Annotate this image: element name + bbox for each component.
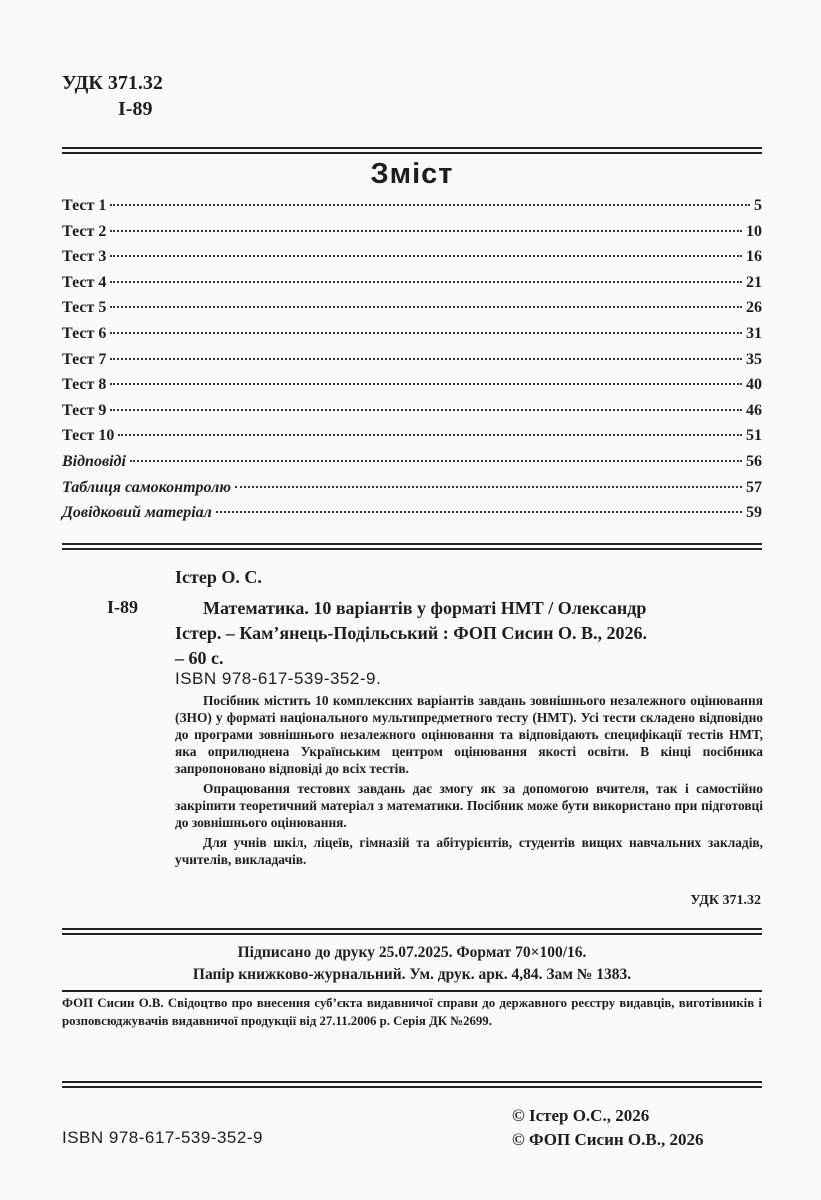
toc-entry-page: 26 [746, 299, 762, 317]
toc-entry-page: 56 [746, 452, 762, 470]
toc-entry [62, 427, 762, 453]
toc-entry-page: 5 [754, 197, 762, 214]
toc-entry-label: Таблиця самоконтролю [62, 478, 231, 496]
toc-leader-dots [130, 460, 742, 462]
toc-leader-dots [110, 204, 750, 206]
toc-entry-page: 10 [746, 222, 762, 240]
imprint-line: Підписано до друку 25.07.2025. Формат 70×100/16. [237, 944, 587, 961]
publisher-note: ФОП Сисин О.В. Свідоцтво про внесення суб’єкта видавничої справи до державного реєстру видавців, виготівників і розповсюджувачів видавничої продукції від 27.11.2006 р. Серія ДК №2699. [62, 996, 762, 1028]
toc-entry [62, 351, 762, 377]
toc-entry [62, 197, 762, 223]
toc-entry-label: Тест 5 [62, 299, 107, 317]
toc-entry-label: Тест 2 [62, 222, 107, 240]
divider-toc-bottom [62, 543, 762, 550]
toc-entry-label: Відповіді [62, 452, 126, 470]
toc-entry-page: 59 [746, 504, 762, 522]
catalog-isbn: ISBN 978-617-539-352-9. [175, 669, 382, 688]
copyright [512, 1104, 703, 1152]
toc-entry-label: Тест 4 [62, 273, 107, 291]
toc-entry-label: Тест 3 [62, 248, 107, 266]
divider-publisher [62, 990, 762, 992]
toc-entry [62, 376, 762, 402]
toc-leader-dots [110, 230, 742, 232]
divider-top [62, 147, 762, 154]
toc-entry-label: Тест 1 [62, 197, 107, 214]
catalog-udk: УДК 371.32 [690, 893, 761, 908]
copyright-publisher: © ФОП Сисин О.В., 2026 [512, 1130, 704, 1149]
toc-leader-dots [110, 383, 742, 385]
table-of-contents [62, 197, 762, 530]
copyright-author: © Істер О.С., 2026 [512, 1106, 650, 1125]
biblio-line: – 60 с. [175, 648, 224, 668]
toc-entry-page: 16 [746, 248, 762, 266]
toc-entry [62, 223, 762, 249]
toc-entry [62, 453, 762, 479]
toc-entry-page: 46 [746, 401, 762, 419]
toc-entry-page: 57 [746, 478, 762, 496]
toc-entry [62, 479, 762, 505]
toc-leader-dots [110, 358, 742, 360]
toc-entry-label: Довідковий матеріал [62, 504, 212, 522]
annotation [175, 692, 763, 871]
biblio-line: Істер. – Кам’янець-Подільський : ФОП Сисин О. В., 2026. [175, 623, 647, 643]
udk-header [62, 70, 163, 122]
toc-leader-dots [110, 332, 742, 334]
toc-entry [62, 248, 762, 274]
toc-leader-dots [235, 486, 742, 488]
toc-entry-label: Тест 8 [62, 376, 107, 394]
toc-entry [62, 504, 762, 530]
toc-entry-label: Тест 10 [62, 427, 115, 445]
toc-entry-page: 21 [746, 273, 762, 291]
annotation-paragraph: Для учнів шкіл, ліцеїв, гімназій та абітурієнтів, студентів вищих навчальних закладів, учителів, викладачів. [175, 835, 763, 867]
toc-leader-dots [118, 434, 742, 436]
toc-title: Зміст [370, 158, 454, 190]
toc-leader-dots [110, 306, 742, 308]
toc-entry [62, 402, 762, 428]
toc-leader-dots [110, 281, 742, 283]
toc-entry-page: 35 [746, 350, 762, 368]
footer-isbn: ISBN 978-617-539-352-9 [62, 1128, 263, 1147]
toc-entry-label: Тест 9 [62, 401, 107, 419]
catalog-biblio [175, 596, 763, 671]
catalog-code: І-89 [107, 597, 138, 617]
toc-entry [62, 299, 762, 325]
author-mark: І-89 [118, 98, 153, 120]
toc-entry [62, 274, 762, 300]
annotation-paragraph: Посібник містить 10 комплексних варіантів завдань зовнішнього незалежного оцінювання (ЗНО) у форматі національного мультипредметного тесту (НМТ). Усі тести складено відповідно до програми зовнішнього незалежного оцінювання та відповідають специфікації тестів НМТ, яка оприлюднена Українським центром оцінювання якості освіти. В кінці посібника запропоновано відповіді до всіх тестів. [175, 693, 763, 776]
divider-imprint [62, 928, 762, 935]
toc-entry-page: 51 [746, 427, 762, 445]
toc-entry-label: Тест 7 [62, 350, 107, 368]
toc-entry-page: 40 [746, 376, 762, 394]
biblio-line: Математика. 10 варіантів у форматі НМТ / Олександр [203, 598, 647, 618]
udk-code: УДК 371.32 [62, 72, 163, 94]
divider-footer [62, 1081, 762, 1088]
toc-entry-label: Тест 6 [62, 324, 107, 342]
toc-leader-dots [110, 255, 742, 257]
imprint-line: Папір книжково-журнальний. Ум. друк. арк. 4,84. Зам № 1383. [192, 966, 632, 983]
toc-leader-dots [110, 409, 742, 411]
toc-leader-dots [216, 511, 742, 513]
toc-entry [62, 325, 762, 351]
catalog-author: Істер О. С. [175, 567, 262, 587]
imprint [62, 942, 762, 986]
toc-entry-page: 31 [746, 324, 762, 342]
annotation-paragraph: Опрацювання тестових завдань дає змогу як за допомогою вчителя, так і самостійно закріпити теоретичний матеріал з математики. Посібник може бути використано при підготовці до зовнішнього оцінювання. [175, 781, 763, 830]
